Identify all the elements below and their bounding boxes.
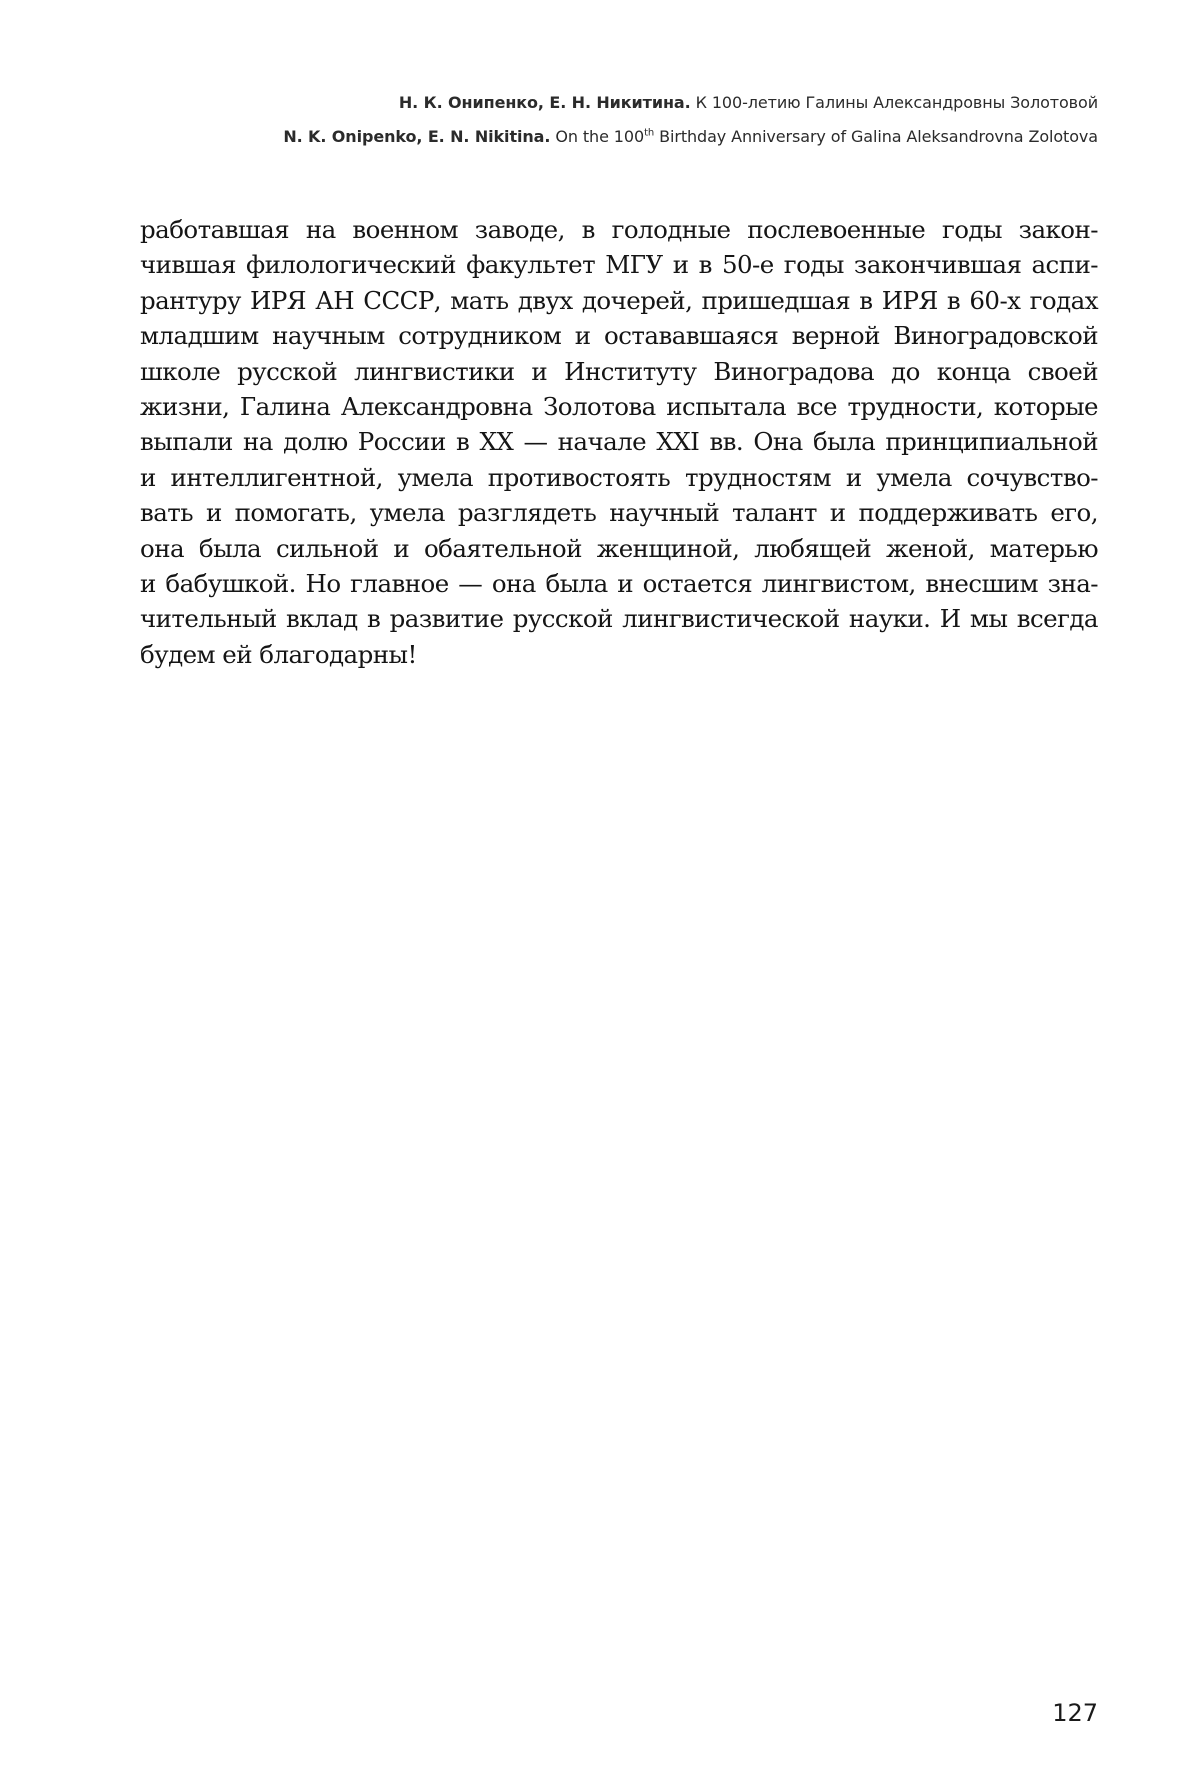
body-line: младшим научным сотрудником и остававшаяся верной Виноградовской: [140, 321, 1098, 351]
running-head-authors-ru: Н. К. Онипенко, Е. Н. Никитина.: [398, 93, 691, 112]
body-line: и бабушкой. Но главное — она была и остается лингвистом, внесшим зна-: [140, 569, 1098, 599]
running-head: [140, 86, 1098, 154]
body-line: чительный вклад в развитие русской лингвистической науки. И мы всегда: [140, 604, 1098, 634]
body-line: рантуру ИРЯ АН СССР, мать двух дочерей, пришедшая в ИРЯ в 60-х годах: [140, 285, 1098, 315]
body-line: и интеллигентной, умела противостоять трудностям и умела сочувство-: [140, 462, 1098, 492]
body-line: жизни, Галина Александровна Золотова испытала все трудности, которые: [140, 392, 1098, 422]
running-head-english: [140, 120, 1098, 154]
page-number: 127: [1052, 1699, 1098, 1727]
body-line: работавшая на военном заводе, в голодные послевоенные годы закон-: [140, 215, 1098, 244]
running-head-title-ru: К 100-летию Галины Александровны Золотовой: [695, 93, 1098, 112]
running-head-title-en-start: On the 100: [555, 127, 645, 146]
running-head-authors-en: N. K. Onipenko, E. N. Nikitina.: [283, 127, 551, 146]
body-line: она была сильной и обаятельной женщиной, любящей женой, матерью: [140, 533, 1098, 563]
body-line: выпали на долю России в XX — начале XXI вв. Она была принципиальной: [140, 427, 1098, 457]
body-line: будем ей благодарны!: [140, 639, 417, 669]
body-line: чившая филологический факультет МГУ и в 50-е годы закончившая аспи-: [140, 250, 1098, 280]
running-head-title-en-superscript: th: [644, 127, 655, 139]
running-head-russian: [140, 86, 1098, 120]
body-line: школе русской лингвистики и Институту Виноградова до конца своей: [140, 356, 1098, 386]
body-paragraph: [140, 212, 1098, 672]
running-head-title-en-end: Birthday Anniversary of Galina Aleksandrovna Zolotova: [659, 127, 1098, 146]
body-line: вать и помогать, умела разглядеть научный талант и поддерживать его,: [140, 498, 1098, 528]
